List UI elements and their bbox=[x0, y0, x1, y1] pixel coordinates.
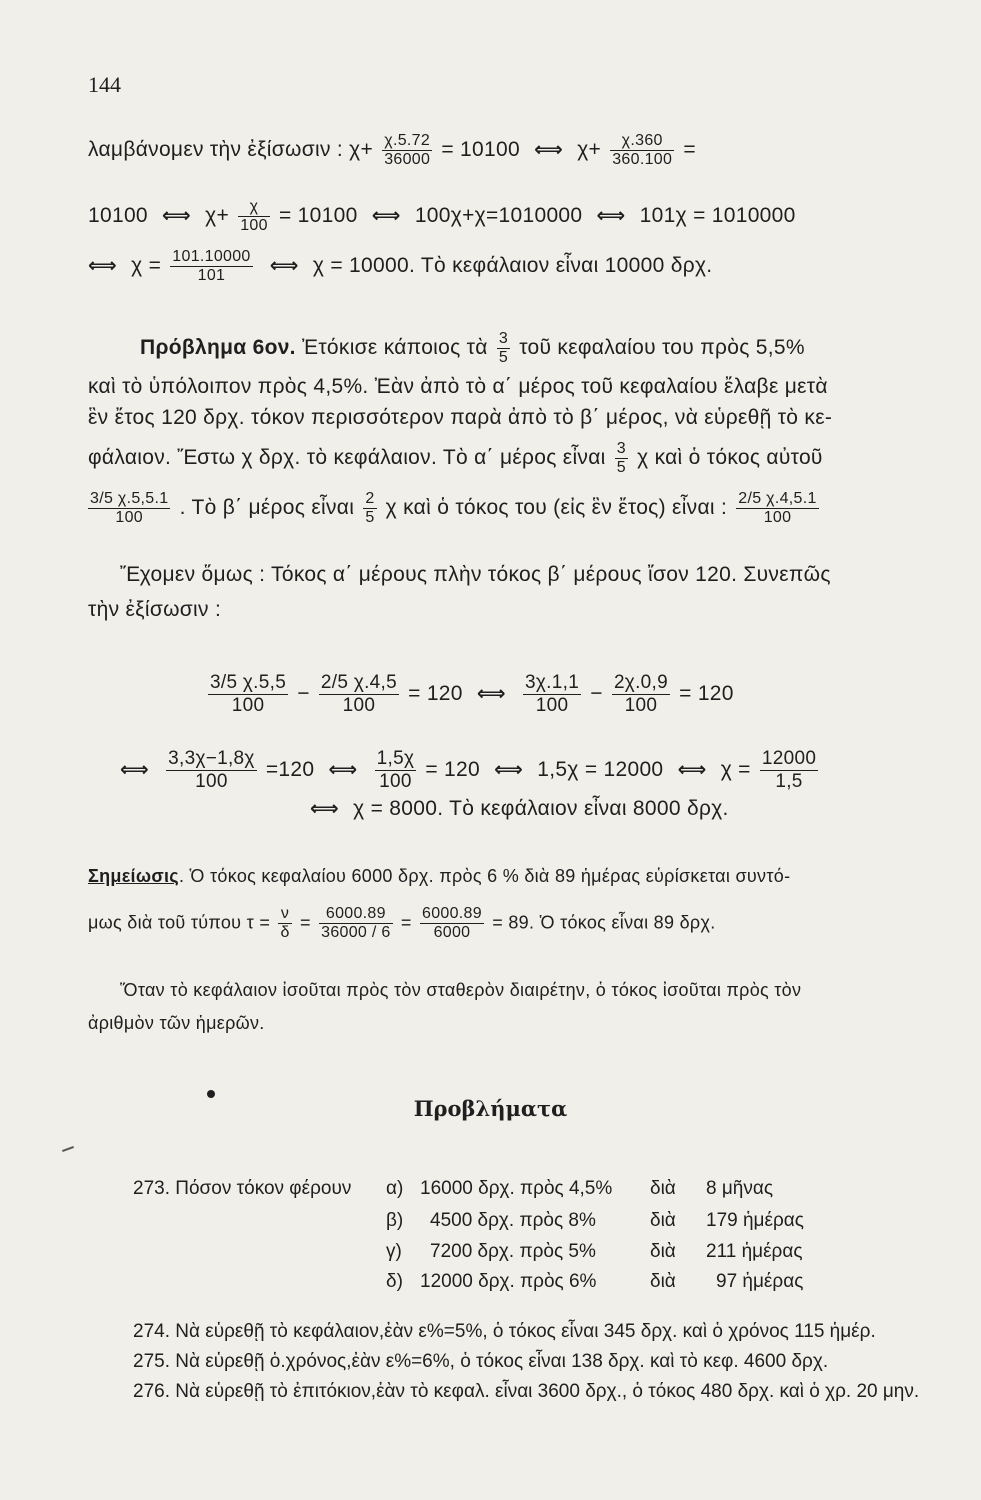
margin-mark-icon bbox=[62, 1146, 74, 1152]
row-dia: διὰ bbox=[650, 1178, 676, 1199]
fraction: $\frac{2/5 \chi.4,5}{100}$ bbox=[320, 672, 397, 716]
math-term: 1,5χ = 12000 bbox=[537, 758, 664, 782]
math-term: = 10100 bbox=[278, 204, 358, 228]
math-term: 100χ+χ=1010000 bbox=[414, 204, 583, 228]
math-term: τ = bbox=[246, 912, 271, 933]
equivalence-arrow-icon: ⟺ bbox=[310, 796, 339, 820]
row-dia: διὰ bbox=[650, 1271, 676, 1292]
fraction: $\frac{3/5 \chi.5,5}{100}$ bbox=[210, 672, 287, 716]
math-term: = bbox=[300, 912, 311, 933]
fraction: $\frac{\chi.360}{360.100}$ bbox=[612, 132, 673, 168]
fraction: $\frac{101.10000}{101}$ bbox=[172, 248, 251, 284]
exercise-274: 274. Νὰ εὑρεθῇ τὸ κεφάλαιον,ἐὰν ε%=5%, ὁ τόκος εἶναι 345 δρχ. καὶ ὁ χρόνος 115 ἡμέρ. bbox=[133, 1321, 876, 1342]
fraction: $\frac{6000.89}{36000 / 6}$ bbox=[321, 905, 391, 941]
fraction: $\frac{\chi}{100}$ bbox=[240, 198, 268, 234]
math-term: − bbox=[297, 682, 310, 706]
math-term: = 120 bbox=[408, 682, 463, 706]
derivation-line-1 bbox=[88, 132, 696, 169]
math-term: 10100 bbox=[88, 204, 148, 228]
math-term: =120 bbox=[265, 758, 315, 782]
note-text: μως διὰ τοῦ τύπου bbox=[88, 912, 242, 933]
fraction: $\frac{6000.89}{6000}$ bbox=[422, 905, 482, 941]
fraction: $\frac{12000}{1,5}$ bbox=[761, 748, 817, 792]
problem-text: χ καὶ ὁ τόκος αὐτοῦ bbox=[637, 446, 823, 470]
equivalence-arrow-icon: ⟺ bbox=[596, 203, 626, 228]
row-period: 211 ἡμέρας bbox=[706, 1241, 803, 1262]
problem-6-line-6: Ἔχομεν ὅμως : Τόκος α΄ μέρους πλὴν τόκος β΄ μέρους ἴσον 120. Συνεπῶς bbox=[120, 563, 831, 586]
math-term: 101χ = 1010000 bbox=[639, 204, 796, 228]
fraction: $\frac{3,3\chi-1,8\chi}{100}$ bbox=[168, 748, 255, 792]
math-term: χ+ bbox=[577, 138, 602, 162]
problem-6-line-5 bbox=[88, 490, 822, 527]
row-period: 97 ἡμέρας bbox=[716, 1271, 804, 1292]
math-term: χ = 8000. Τὸ κεφάλαιον εἶναι 8000 δρχ. bbox=[353, 797, 729, 820]
note-line-2 bbox=[88, 905, 716, 942]
problem-6-line-7: τὴν ἐξίσωσιν : bbox=[88, 598, 222, 621]
problem-text: χ καὶ ὁ τόκος του (εἰς ἓν ἔτος) εἶναι : bbox=[385, 496, 728, 520]
fraction: $\frac{\chi.5.72}{36000}$ bbox=[384, 132, 431, 168]
math-term: χ = bbox=[720, 758, 751, 782]
problem-text: φάλαιον. Ἔστω χ δρχ. τὸ κεφάλαιον. Τὸ α΄ μέρος εἶναι bbox=[88, 446, 606, 470]
exercise-273-label: 273. Πόσον τόκον φέρουν bbox=[133, 1178, 352, 1199]
problem-label: Πρόβλημα 6ον. bbox=[140, 336, 296, 360]
problems-heading: Προβλήματα bbox=[413, 1096, 568, 1121]
row-amount: 4500 δρχ. πρὸς 8% bbox=[430, 1210, 596, 1231]
equivalence-arrow-icon: ⟺ bbox=[88, 253, 117, 278]
equivalence-arrow-icon: ⟺ bbox=[328, 757, 358, 782]
equivalence-arrow-icon: ⟺ bbox=[494, 757, 524, 782]
row-amount: 12000 δρχ. πρὸς 6% bbox=[420, 1271, 597, 1292]
math-term: χ+ bbox=[349, 138, 374, 162]
equivalence-arrow-icon: ⟺ bbox=[162, 203, 192, 228]
equivalence-arrow-icon: ⟺ bbox=[476, 681, 506, 706]
problem-6-line-3: ἓν ἔτος 120 δρχ. τόκον περισσότερον παρὰ ἀπὸ τὸ β΄ μέρος, νὰ εὑρεθῇ τὸ κε- bbox=[88, 406, 833, 429]
equation-line-2 bbox=[120, 748, 821, 793]
equivalence-arrow-icon: ⟺ bbox=[120, 757, 149, 782]
row-period: 179 ἡμέρας bbox=[706, 1210, 804, 1231]
equivalence-arrow-icon: ⟺ bbox=[534, 137, 564, 162]
math-term: = 10100 bbox=[441, 138, 520, 162]
equivalence-arrow-icon: ⟺ bbox=[371, 203, 401, 228]
problem-6-line-2: καὶ τὸ ὑπόλοιπον πρὸς 4,5%. Ἐὰν ἀπὸ τὸ α΄ μέρος τοῦ κεφαλαίου ἔλαβε μετὰ bbox=[88, 375, 828, 398]
fraction: $\frac{3}{5}$ bbox=[498, 330, 509, 366]
fraction: $\frac{3}{5}$ bbox=[616, 440, 626, 476]
row-tag: γ) bbox=[386, 1241, 402, 1262]
problem-6-line-4 bbox=[88, 440, 823, 477]
derivation-line-2 bbox=[88, 198, 796, 235]
equivalence-arrow-icon: ⟺ bbox=[269, 253, 299, 278]
fraction: $\frac{\nu}{\delta}$ bbox=[280, 905, 290, 941]
row-tag: δ) bbox=[386, 1271, 403, 1292]
note-label: Σημείωσις bbox=[88, 866, 179, 886]
equivalence-arrow-icon: ⟺ bbox=[677, 757, 707, 782]
math-term: = 120 bbox=[679, 682, 734, 706]
note-line-3: Ὅταν τὸ κεφάλαιον ἰσοῦται πρὸς τὸν σταθερὸν διαιρέτην, ὁ τόκος ἰσοῦται πρὸς τὸν bbox=[120, 980, 802, 1000]
equation-line-1 bbox=[205, 672, 734, 717]
math-term: = bbox=[683, 138, 696, 162]
math-term: − bbox=[590, 682, 603, 706]
problem-6-line-1 bbox=[140, 330, 805, 367]
row-dia: διὰ bbox=[650, 1241, 676, 1262]
note-line-1 bbox=[88, 863, 790, 889]
exercise-275: 275. Νὰ εὑρεθῇ ὁ.χρόνος,ἐὰν ε%=6%, ὁ τόκος εἶναι 138 δρχ. καὶ τὸ κεφ. 4600 δρχ. bbox=[133, 1351, 829, 1372]
derivation-intro: λαμβάνομεν τὴν ἐξίσωσιν : bbox=[88, 138, 344, 162]
note-text: . Ὁ τόκος κεφαλαίου 6000 δρχ. πρὸς 6 % διὰ 89 ἡμέρας εὑρίσκεται συντό- bbox=[178, 866, 791, 886]
note-line-4: ἀριθμὸν τῶν ἡμερῶν. bbox=[88, 1013, 265, 1033]
fraction: $\frac{3/5 \chi.5,5.1}{100}$ bbox=[90, 490, 169, 526]
problem-text: Ἐτόκισε κάποιος τὰ bbox=[301, 336, 488, 360]
row-amount: 16000 δρχ. πρὸς 4,5% bbox=[420, 1178, 613, 1199]
fraction: $\frac{2/5 \chi.4,5.1}{100}$ bbox=[738, 490, 817, 526]
note-text: = 89. Ὁ τόκος εἶναι 89 δρχ. bbox=[492, 912, 716, 933]
fraction: $\frac{2\chi.0,9}{100}$ bbox=[613, 672, 668, 716]
problem-text: τοῦ κεφαλαίου του πρὸς 5,5% bbox=[519, 336, 805, 360]
fraction: $\frac{2}{5}$ bbox=[365, 490, 375, 526]
page-number: 144 bbox=[88, 72, 121, 97]
math-term: χ = bbox=[131, 254, 162, 278]
equation-line-3 bbox=[310, 795, 729, 822]
exercise-276: 276. Νὰ εὑρεθῇ τὸ ἐπιτόκιον,ἐὰν τὸ κεφαλ. εἶναι 3600 δρχ., ὁ τόκος 480 δρχ. καὶ ὁ χρ. 20 μην. bbox=[133, 1381, 920, 1402]
math-term: = 120 bbox=[425, 758, 480, 782]
math-term: χ = 10000. Τὸ κεφάλαιον εἶναι 10000 δρχ. bbox=[312, 254, 713, 278]
math-term: χ+ bbox=[205, 204, 230, 228]
fraction: $\frac{1,5\chi}{100}$ bbox=[376, 748, 415, 792]
row-amount: 7200 δρχ. πρὸς 5% bbox=[430, 1241, 596, 1262]
fraction: $\frac{3\chi.1,1}{100}$ bbox=[525, 672, 580, 716]
row-tag: α) bbox=[386, 1178, 404, 1199]
row-dia: διὰ bbox=[650, 1210, 676, 1231]
problem-text: . Τὸ β΄ μέρος εἶναι bbox=[179, 496, 355, 520]
row-period: 8 μῆνας bbox=[706, 1178, 774, 1199]
math-term: = bbox=[400, 912, 412, 933]
row-tag: β) bbox=[386, 1210, 404, 1231]
derivation-line-3 bbox=[88, 248, 712, 285]
